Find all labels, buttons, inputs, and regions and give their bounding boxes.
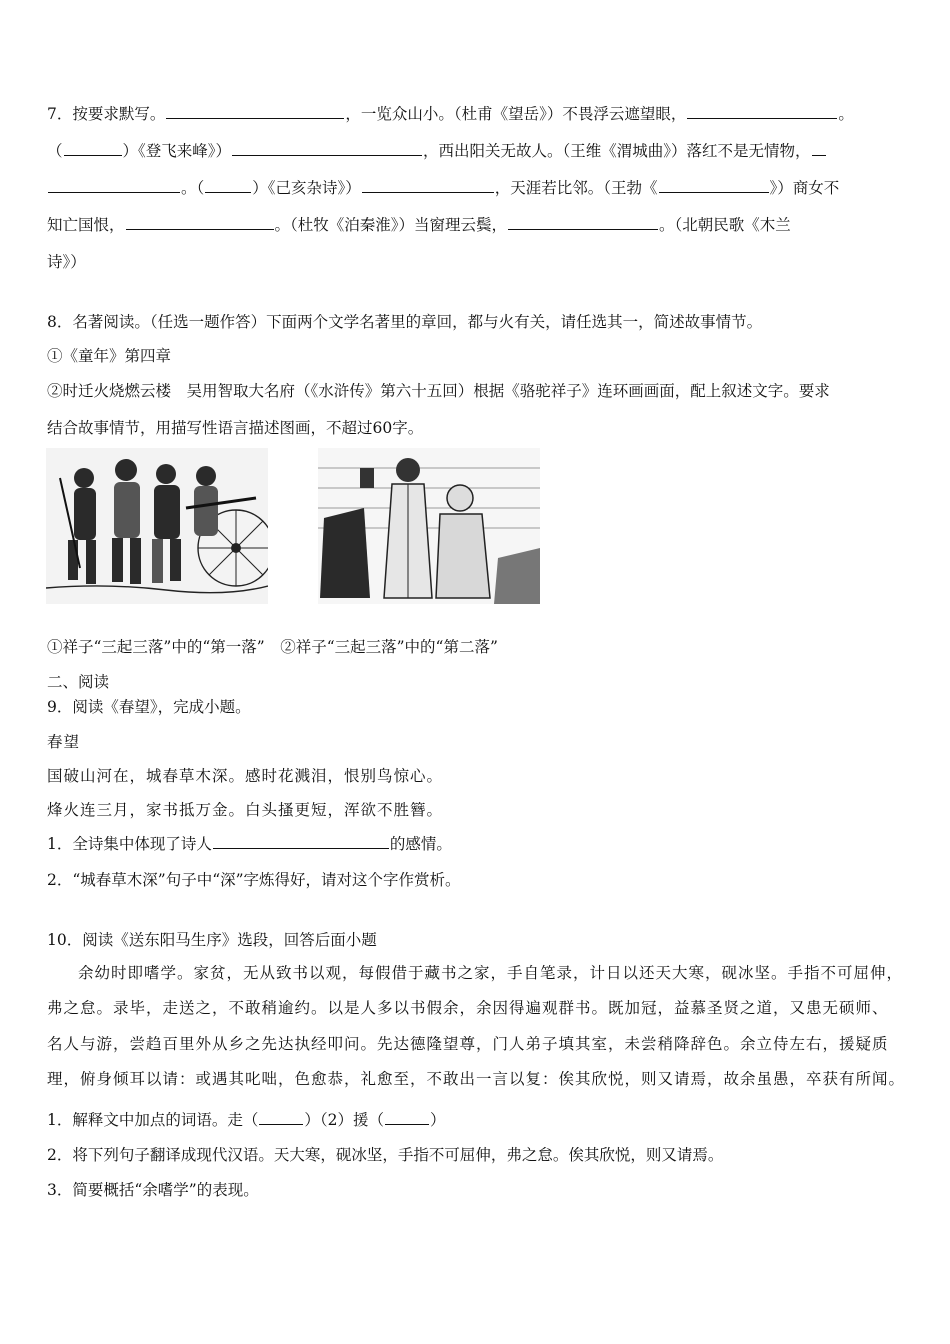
q10-sub-3: 3．简要概括“余嗜学”的表现。 — [47, 1181, 259, 1199]
q7-line-4: 知亡国恨， 。（杜牧《泊秦淮》）当窗理云鬓， 。（北朝民歌《木兰 — [47, 216, 791, 234]
q9-blank-1[interactable] — [213, 834, 389, 849]
q10-blank-2[interactable] — [385, 1110, 429, 1125]
poem-title: 春望 — [47, 733, 81, 751]
q7-prompt: 7．按要求默写。 — [47, 105, 166, 123]
q9-sub-2: 2．“城春草木深”句子中“深”字炼得好，请对这个字作赏析。 — [47, 871, 461, 889]
q7-blank-7[interactable] — [362, 178, 494, 193]
q7-blank-6[interactable] — [205, 178, 251, 193]
q10-blank-1[interactable] — [259, 1110, 303, 1125]
q7-line-5: 诗》） — [47, 253, 86, 271]
illustration-first-fall — [46, 448, 268, 604]
q7-blank-10[interactable] — [508, 215, 658, 230]
q7-blank-3[interactable] — [64, 141, 122, 156]
q7-blank-9[interactable] — [126, 215, 274, 230]
q10-sub-1: 1．解释文中加点的词语。走（ ）（2）援（ ） — [47, 1111, 446, 1129]
q8-title: 8．名著阅读。（任选一题作答）下面两个文学名著里的章回，都与火有关，请任选其一，简述故事情节。 — [47, 313, 763, 331]
illustration-second-fall — [318, 448, 540, 604]
q7-blank-5[interactable] — [812, 141, 826, 156]
q8-item-1: ①《童年》第四章 — [47, 347, 172, 365]
poem-line-2: 烽火连三月，家书抵万金。白头搔更短，浑欲不胜簪。 — [47, 801, 444, 819]
q8-item-2-cont: 结合故事情节，用描写性语言描述图画，不超过60字。 — [47, 419, 424, 437]
q8-caption: ①祥子“三起三落”中的“第一落” ②祥子“三起三落”中的“第二落” — [47, 638, 498, 656]
q9-title: 9．阅读《春望》，完成小题。 — [47, 698, 251, 716]
poem-line-1: 国破山河在，城春草木深。感时花溅泪，恨别鸟惊心。 — [47, 767, 444, 785]
q7-blank-8[interactable] — [659, 178, 769, 193]
q10-title: 10．阅读《送东阳马生序》选段，回答后面小题 — [47, 931, 377, 949]
q7-blank-2[interactable] — [687, 104, 837, 119]
section-2-heading: 二、阅读 — [47, 673, 110, 691]
passage-line-4: 理，俯身倾耳以请：或遇其叱咄，色愈恭，礼愈至，不敢出一言以复：俟其欣悦，则又请焉，故余虽愚，卒获有所闻。 — [47, 1070, 906, 1088]
q7-line-1: 7．按要求默写。 ，一览众山小。（杜甫《望岳》）不畏浮云遮望眼， 。 — [47, 105, 854, 123]
passage-line-3: 名人与游，尝趋百里外从乡之先达执经叩问。先达德隆望尊，门人弟子填其室，未尝稍降辞色。余立侍左右，援疑质 — [47, 1035, 889, 1053]
q10-sub-2: 2．将下列句子翻译成现代汉语。天大寒，砚冰坚，手指不可屈伸，弗之怠。俟其欣悦，则又请焉。 — [47, 1146, 724, 1164]
q7-blank-4[interactable] — [232, 141, 422, 156]
q7-line-2: （ ）《登飞来峰》） ，西出阳关无故人。（王维《渭城曲》）落红不是无情物， — [47, 141, 827, 161]
q9-sub-1: 1．全诗集中体现了诗人 的感情。 — [47, 835, 452, 853]
q7-blank-5b[interactable] — [48, 178, 180, 193]
q7-blank-1[interactable] — [166, 104, 344, 119]
q7-line-3: 。（ ）《己亥杂诗》） ，天涯若比邻。（王勃《 》）商女不 — [47, 178, 839, 198]
passage-line-1: 余幼时即嗜学。家贫，无从致书以观，每假借于藏书之家，手自笔录，计日以还天大寒，砚冰坚。手指不可屈伸， — [78, 964, 904, 982]
q8-item-2: ②时迁火烧燃云楼 吴用智取大名府（《水浒传》第六十五回）根据《骆驼祥子》连环画画面，配上叙述文字。要求 — [47, 382, 830, 400]
passage-line-2: 弗之怠。录毕，走送之，不敢稍逾约。以是人多以书假余，余因得遍观群书。既加冠，益慕圣贤之道，又患无硕师、 — [47, 999, 889, 1017]
